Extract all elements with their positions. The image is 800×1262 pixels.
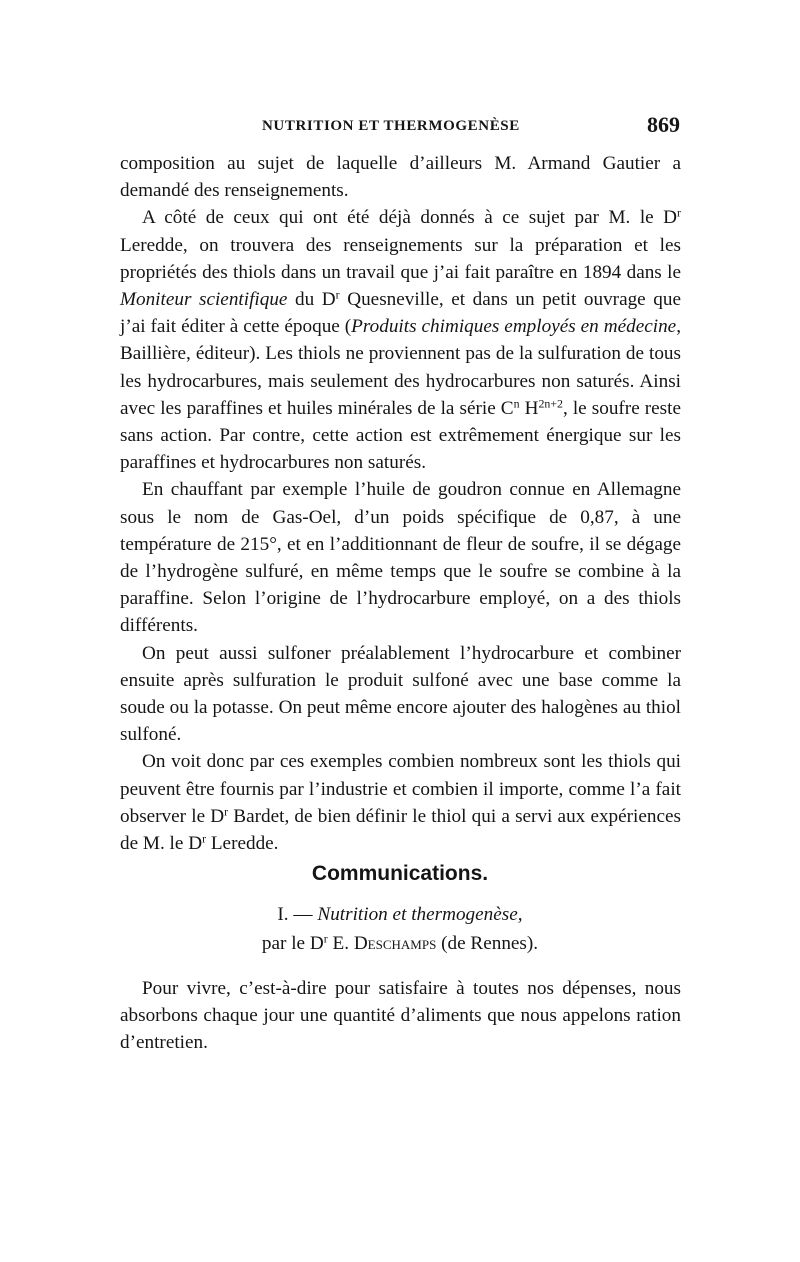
- communication-title: [120, 904, 680, 926]
- author-suffix: (de Rennes).: [436, 933, 539, 954]
- paragraph-4: On peut aussi sulfoner préalablement l’hydrocarbure et combiner ensuite après sulfuration le produit sulfoné avec une base comme la soude ou la potasse. On peut même encore ajouter des halogènes au thiol sulfoné.: [120, 642, 681, 746]
- section-heading: Communications.: [311, 862, 489, 885]
- communication-title-text: Nutrition et thermogenèse,: [317, 904, 523, 925]
- page-number: 869: [647, 112, 680, 137]
- paragraph-2-text-a: A côté de ceux qui ont été déjà donnés à ce sujet par M. le D: [142, 207, 678, 229]
- paragraph-1: composition au sujet de laquelle d’ailleurs M. Armand Gautier a demandé des renseignements.: [120, 153, 681, 202]
- page-header: [120, 112, 680, 140]
- doctor-abbrev-superscript: r: [202, 831, 207, 846]
- book-title: Produits chimiques employés en médecine: [351, 316, 677, 338]
- author-prefix: par le D: [261, 933, 324, 954]
- intro-paragraph: Pour vivre, c’est-à-dire pour satisfaire à toutes nos dépenses, nous absorbons chaque jour une quantité d’aliments que nous appelons ration d’entretien.: [120, 978, 681, 1054]
- journal-title: Moniteur scientifique: [120, 289, 288, 311]
- paragraph-2-text-g: , le soufre reste sans action. Par contre, cette action est extrêmement énergique sur les paraffines et hydrocarbures non saturés.: [120, 397, 681, 474]
- communication-number: I. —: [277, 904, 318, 925]
- formula-superscript-2n2: 2n+2: [538, 396, 563, 411]
- paragraph-2-text-c: du D: [287, 289, 336, 311]
- paragraph-5-text-b: Bardet, de bien définir le thiol qui a servi aux expériences de M. le D: [120, 805, 681, 855]
- body-text: [120, 150, 681, 857]
- doctor-abbrev-superscript: r: [323, 931, 328, 946]
- paragraph-5: [120, 748, 681, 857]
- paragraph-5-text-a: On voit donc par ces exemples combien nombreux sont les thiols qui peuvent être fournis par l’industrie et combien il importe, comme l’a fait observer le D: [120, 751, 681, 827]
- author-name: Deschamps: [353, 933, 437, 954]
- author-initial: E.: [327, 933, 354, 954]
- communication-author: [120, 933, 680, 955]
- doctor-abbrev-superscript: r: [335, 287, 340, 302]
- paragraph-3: En chauffant par exemple l’huile de goudron connue en Allemagne sous le nom de Gas-Oel, d’un poids spécifique de 0,87, à une température de 215°, et en l’additionnant de fleur de soufre, il se dégage de l’hydrogène sulfuré, en même temps que le soufre se combine à la paraffine. Selon l’origine de l’hydrocarbure employé, on a des thiols différents.: [120, 479, 681, 637]
- paragraph-2-text-b: Leredde, on trouvera des renseignements sur la préparation et les propriétés des thiols dans un travail que j’ai fait paraître en 1894 dans le: [120, 234, 681, 283]
- paragraph-2-text-d: Quesneville, et dans un petit ouvrage que j’ai fait éditer à cette époque (: [120, 289, 681, 338]
- formula-superscript-n: n: [513, 396, 520, 411]
- paragraph-5-text-c: Leredde.: [206, 833, 279, 855]
- paragraph-2: [120, 204, 681, 476]
- intro-text: [120, 975, 681, 1057]
- running-title: NUTRITION ET THERMOGENÈSE: [262, 118, 520, 134]
- paragraph-2-text-f: H: [519, 397, 539, 419]
- doctor-abbrev-superscript: r: [677, 205, 681, 220]
- doctor-abbrev-superscript: r: [224, 804, 229, 819]
- paragraph-2-text-e: , Baillière, éditeur). Les thiols ne proviennent pas de la sulfuration de tous les hydrocarbures, mais seulement des hydrocarbures non saturés. Ainsi avec les paraffines et huiles minérales de la série C: [120, 316, 681, 419]
